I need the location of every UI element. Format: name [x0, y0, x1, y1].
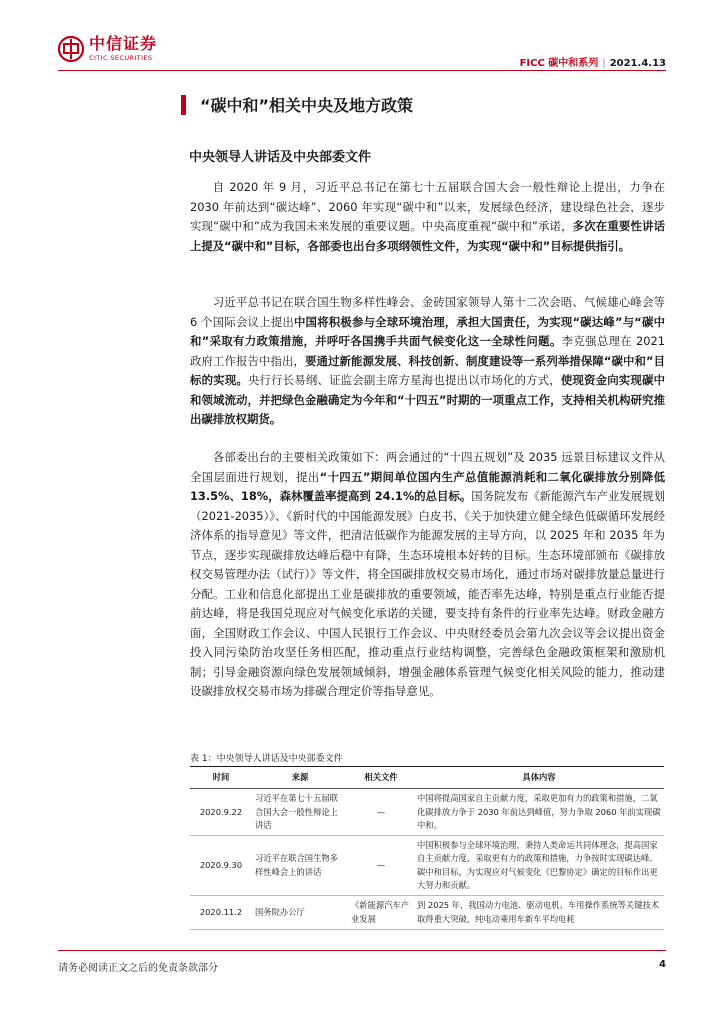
report-series: FICC 碳中和系列 — [519, 58, 599, 69]
p3-text-c: 国务院发布《新能源汽车产业发展规划（2021-2035）》、《新时代的中国能源发展》白皮书、《关于加快建立健全绿色低碳循环发展经济体系的指导意见》等文件，把清洁低碳作为能源发展的主导方向，以 2025 年和 2035 年为节点，逐步实现碳排放达峰后稳中有降，生态环境根本好转的目标。生态环境部颁布《碳排放权交易管理办法（试行）》等文件，将全国碳排放权交易市场化，通过市场对碳排放量总量进行分配。工业和信息化部提出工业是碳排放的重要领域，能否率先达峰，特别是重点行业能否提前达峰，将是我国兑现应对气候变化承诺的关键，要支持有条件的行业率先达峰。财政金融方面，全国财政工作会议、中国人民银行工作会议、中央财经委员会第九次会议等会议提出资金投入同污染防治攻坚任务相匹配，推动重点行业结构调整，完善绿色金融政策框架和激励机制；引导金融资源向绿色发展领域倾斜，增强金融体系管理气候变化相关风险的能力，推动建设碳排放权交易市场为排碳合理定价等指导意见。 — [190, 489, 665, 698]
header-divider — [58, 70, 666, 71]
cell-time: 2020.9.30 — [190, 836, 252, 896]
logo-english-name: CITIC SECURITIES — [89, 54, 153, 63]
cell-time: 2020.9.22 — [190, 789, 252, 836]
cell-content: 中国积极参与全球环境治理，秉持人类命运共同体理念，提高国家自主贡献力度，采取更有力的政策和措施，力争按时实现碳达峰、碳中和目标，为实现应对气候变化《巴黎协定》确定的目标作出更大努力和贡献。 — [414, 836, 664, 896]
page-number: 4 — [659, 959, 666, 970]
header-series-info — [520, 54, 666, 69]
section-marker — [181, 95, 186, 115]
header-content: 具体内容 — [414, 767, 664, 789]
header-time: 时间 — [190, 767, 252, 789]
p3-text-b-bold: “十四五”期间单位国内生产总值能源消耗和二氧化碳排放分别降低 13.5%、18%，森林覆盖率提高到 24.1%的总目标。 — [190, 469, 665, 503]
table-header-row — [190, 767, 664, 789]
cell-content: 到 2025 年，我国动力电池、驱动电机、车用操作系统等关键技术取得重大突破，纯电动乘用车新车平均电耗 — [414, 896, 664, 930]
paragraph-3 — [190, 448, 665, 702]
table-caption: 表 1：中央领导人讲话及中央部委文件 — [190, 754, 343, 764]
p2-text-d-bold: 要通过新能源发展、科技创新、制度建设等一系列举措保障“碳中和”目标的实现。 — [190, 353, 665, 387]
paragraph-1 — [190, 178, 665, 256]
header-separator: | — [602, 58, 606, 69]
p1-text-a: 自 2020 年 9 月，习近平总书记在第七十五届联合国大会一般性辩论上提出，力争在 2030 年前达到“碳达峰”、2060 年实现“碳中和”以来，发展绿色经济，建设绿色社会，逐步实现“碳中和”成为我国未来发展的重要议题。中央高度重视“碳中和”承诺， — [190, 180, 665, 233]
footer-divider — [58, 950, 666, 951]
paragraph-2 — [190, 293, 665, 430]
p3-text-a: 各部委出台的主要相关政策如下：两会通过的“十四五规划”及 2035 远景目标建议文件从全国层面进行规划，提出 — [190, 450, 665, 484]
policy-table — [190, 766, 664, 930]
footer-disclaimer: 请务必阅读正文之后的免责条款部分 — [58, 963, 218, 974]
p2-text-e: 央行行长易纲、证监会副主席方星海也提出以市场化的方式， — [247, 373, 561, 387]
header-source: 来源 — [252, 767, 348, 789]
citic-logo-icon — [58, 36, 84, 62]
p2-text-a: 习近平总书记在联合国生物多样性峰会、金砖国家领导人第十二次会晤、气候雄心峰会等 6 个国际会议上提出 — [190, 295, 665, 329]
cell-source: 习近平在第七十五届联合国大会一般性辩论上讲话 — [252, 789, 348, 836]
cell-source: 国务院办公厅 — [252, 896, 348, 930]
table-row — [190, 896, 664, 930]
cell-source: 习近平在联合国生物多样性峰会上的讲话 — [252, 836, 348, 896]
p2-text-f-bold: 使现资金向实现碳中和领域流动，并把绿色金融确定为今年和“十四五”时期的一项重点工作，支持相关机构研究推出碳排放权期货。 — [190, 373, 665, 426]
logo-chinese-name: 中信证券 — [89, 34, 158, 54]
cell-document: — — [348, 836, 414, 896]
p2-text-b-bold: 中国将积极参与全球环境治理，承担大国责任，为实现“碳达峰”与“碳中和”采取有力政策措施，并呼吁各国携手共面气候变化这一全球性问题。 — [190, 314, 665, 348]
section-title: “碳中和”相关中央及地方政策 — [200, 96, 414, 115]
cell-content: 中国将提高国家自主贡献力度，采取更加有力的政策和措施，二氧化碳排放力争于 2030 年前达到峰值，努力争取 2060 年前实现碳中和。 — [414, 789, 664, 836]
company-logo — [58, 36, 157, 62]
table-row — [190, 789, 664, 836]
header-document: 相关文件 — [348, 767, 414, 789]
cell-document: 《新能源汽车产业发展 — [348, 896, 414, 930]
p2-text-c: 李克强总理在 2021 政府工作报告中指出， — [190, 334, 665, 368]
subsection-title: 中央领导人讲话及中央部委文件 — [189, 150, 372, 165]
section-heading — [181, 93, 413, 116]
cell-document: — — [348, 789, 414, 836]
table-row — [190, 836, 664, 896]
cell-time: 2020.11.2 — [190, 896, 252, 930]
p1-text-b-bold: 多次在重要性讲话上提及“碳中和”目标，各部委也出台多项纲领性文件，为实现“碳中和”目标提供指引。 — [190, 219, 665, 253]
report-date: 2021.4.13 — [609, 58, 666, 69]
